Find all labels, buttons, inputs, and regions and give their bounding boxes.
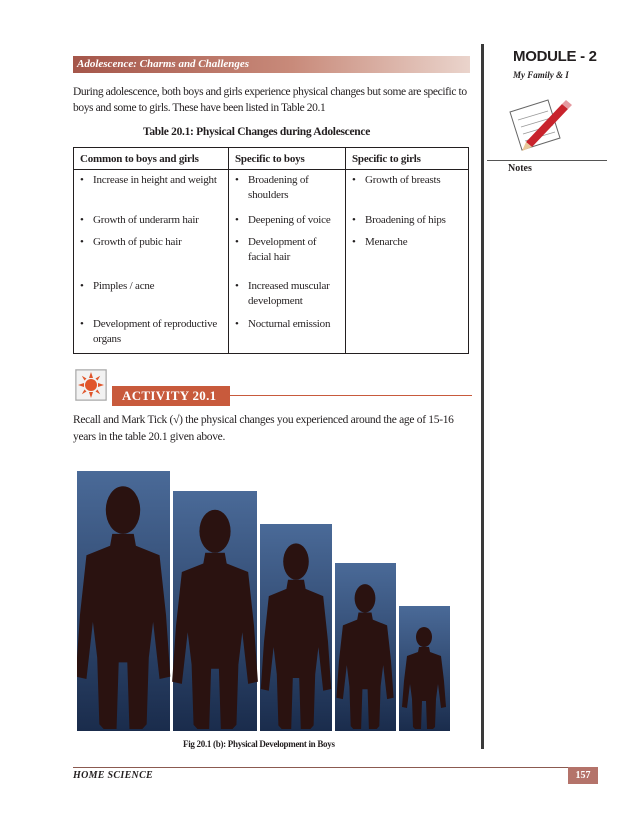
column-header: Specific to girls <box>346 148 469 170</box>
boys-development-figure <box>77 471 450 731</box>
table-cell: • Broadening of shoulders <box>229 170 346 210</box>
table-cell: • Development of facial hair <box>229 232 346 276</box>
intro-paragraph: During adolescence, both boys and girls experience physical changes but some are specific to boys and some to girls. These have been listed in Table 20.1 <box>73 86 467 114</box>
notes-label: Notes <box>508 163 532 174</box>
footer-rule <box>73 767 598 768</box>
table-row <box>74 276 469 314</box>
physical-changes-table <box>73 147 469 354</box>
table-cell <box>346 276 469 314</box>
figure-caption: Fig 20.1 (b): Physical Development in Boys <box>183 739 335 749</box>
table-row <box>74 314 469 354</box>
notes-divider <box>487 160 607 161</box>
chapter-header-bar <box>73 56 470 73</box>
module-title: MODULE - 2 <box>513 48 597 65</box>
margin-divider <box>481 44 484 749</box>
activity-instructions: Recall and Mark Tick (√) the physical changes you experienced around the age of 15-16 years in the table 20.1 given above. <box>73 414 454 443</box>
table-cell: • Growth of pubic hair <box>80 235 182 248</box>
table-row <box>74 232 469 276</box>
notes-pencil-icon <box>502 94 572 156</box>
activity-sun-icon <box>75 369 107 401</box>
column-header: Common to boys and girls <box>74 148 229 170</box>
module-subtitle: My Family & I <box>513 70 569 80</box>
footer-subject: HOME SCIENCE <box>73 770 154 781</box>
table-cell: • Increased muscular development <box>229 276 346 314</box>
table-cell: • Growth of breasts <box>346 170 469 210</box>
table-cell: • Broadening of hips <box>346 210 469 232</box>
table-cell: • Menarche <box>346 232 469 276</box>
table-cell: • Growth of underarm hair <box>80 213 199 226</box>
table-cell: • Pimples / acne <box>80 279 155 292</box>
column-header: Specific to boys <box>229 148 346 170</box>
table-title: Table 20.1: Physical Changes during Adolescence <box>143 126 370 138</box>
table-cell <box>346 314 469 354</box>
table-cell: • Deepening of voice <box>229 210 346 232</box>
table-row <box>74 170 469 210</box>
table-cell: • Increase in height and weight <box>80 174 217 186</box>
table-header-row <box>74 148 469 170</box>
chapter-title: Adolescence: Charms and Challenges <box>77 58 250 70</box>
table-cell: • Nocturnal emission <box>229 314 346 354</box>
table-row <box>74 210 469 232</box>
table-cell: • Development of reproductive organs <box>80 317 218 345</box>
activity-rule <box>230 395 472 396</box>
activity-label: ACTIVITY 20.1 <box>112 386 230 406</box>
page-number: 157 <box>568 767 598 784</box>
